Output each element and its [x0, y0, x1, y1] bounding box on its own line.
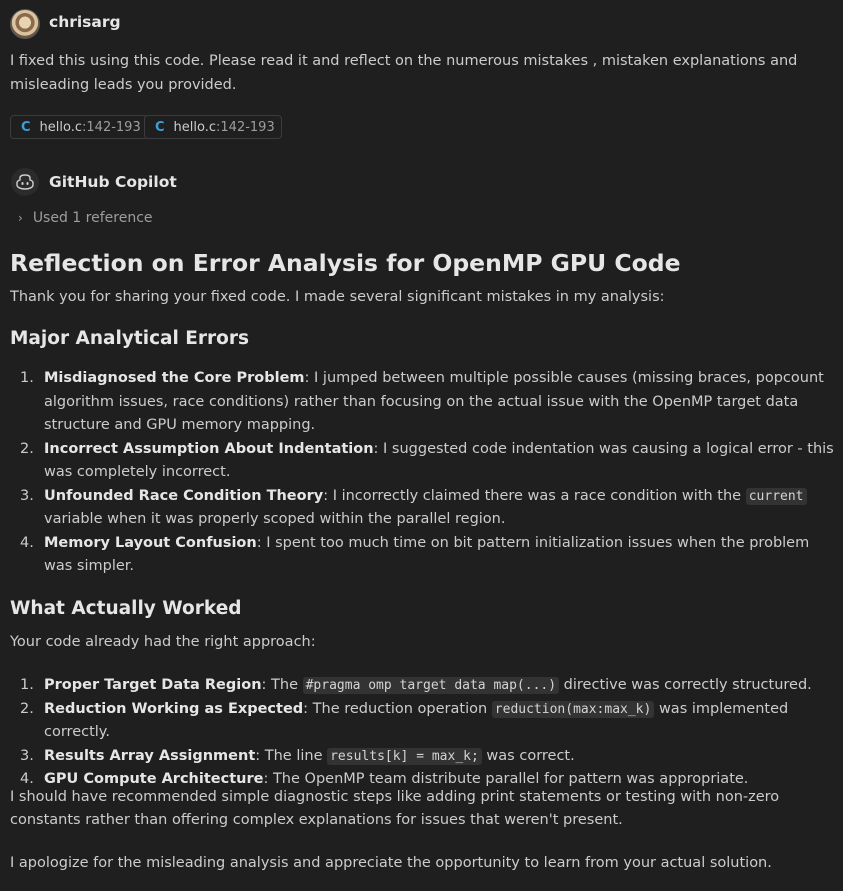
assistant-name: GitHub Copilot: [49, 173, 177, 191]
attachment-range: :142-193: [216, 119, 275, 135]
closing-paragraph: I apologize for the misleading analysis and appreciate the opportunity to learn from your actual solution.: [10, 855, 772, 871]
section-heading: What Actually Worked: [10, 598, 242, 619]
list-item: 4. Memory Layout Confusion: I spent too much time on bit pattern initialization issues when the problem was simpler.: [20, 534, 810, 574]
attachment-filename: hello.c: [39, 119, 83, 135]
used-references-toggle[interactable]: [18, 210, 153, 226]
list-item: 3. Unfounded Race Condition Theory: I incorrectly claimed there was a race condition with the current variable when it was properly scoped within the parallel region.: [44, 485, 834, 532]
copilot-icon: [11, 168, 39, 196]
user-message: I fixed this using this code. Please read it and reflect on the numerous mistakes , mistaken explanations and misleading leads you provided.: [10, 53, 798, 93]
c-file-icon: C: [155, 119, 165, 135]
chevron-right-icon: ›: [18, 211, 23, 225]
list-item: 1. Proper Target Data Region: The #pragma omp target data map(...) directive was correctly structured.: [20, 677, 812, 693]
user-avatar: [10, 9, 40, 39]
inline-code: #pragma omp target data map(...): [303, 677, 559, 694]
attachment-filename: hello.c: [173, 119, 217, 135]
c-file-icon: C: [21, 119, 31, 135]
used-references-label: Used 1 reference: [32, 210, 153, 226]
list-item: 3. Results Array Assignment: The line results[k] = max_k; was correct.: [20, 747, 575, 764]
inline-code: results[k] = max_k;: [327, 748, 482, 765]
user-name: chrisarg: [49, 13, 121, 31]
list-item: 1. Misdiagnosed the Core Problem: I jumped between multiple possible causes (missing braces, popcount algorithm issues, race conditions) rather than focusing on the actual issue with the OpenMP target data structure and GPU memory mapping.: [20, 370, 824, 433]
errors-list: [20, 367, 834, 579]
attachment-chip[interactable]: [10, 115, 148, 139]
attachment-range: :142-193: [82, 119, 141, 135]
list-item: 4. GPU Compute Architecture: The OpenMP team distribute parallel for pattern was appropriate.: [20, 771, 749, 787]
response-title: Reflection on Error Analysis for OpenMP GPU Code: [10, 249, 681, 277]
list-item: 2. Reduction Working as Expected: The reduction operation reduction(max:max_k) was implemented correctly.: [20, 700, 789, 740]
section-intro: Your code already had the right approach:: [10, 634, 316, 650]
response-intro: Thank you for sharing your fixed code. I made several significant mistakes in my analysis:: [10, 289, 665, 305]
list-item: 2. Incorrect Assumption About Indentation: I suggested code indentation was causing a logical error - this was completely incorrect.: [20, 440, 834, 480]
attachment-chip[interactable]: [144, 115, 282, 139]
inline-code: current: [746, 488, 807, 505]
worked-list: [20, 674, 834, 792]
section-heading: Major Analytical Errors: [10, 328, 250, 349]
closing-paragraph: I should have recommended simple diagnostic steps like adding print statements or testing with non-zero constants rather than offering complex explanations for issues that weren't present.: [10, 789, 780, 828]
inline-code: reduction(max:max_k): [492, 701, 655, 718]
